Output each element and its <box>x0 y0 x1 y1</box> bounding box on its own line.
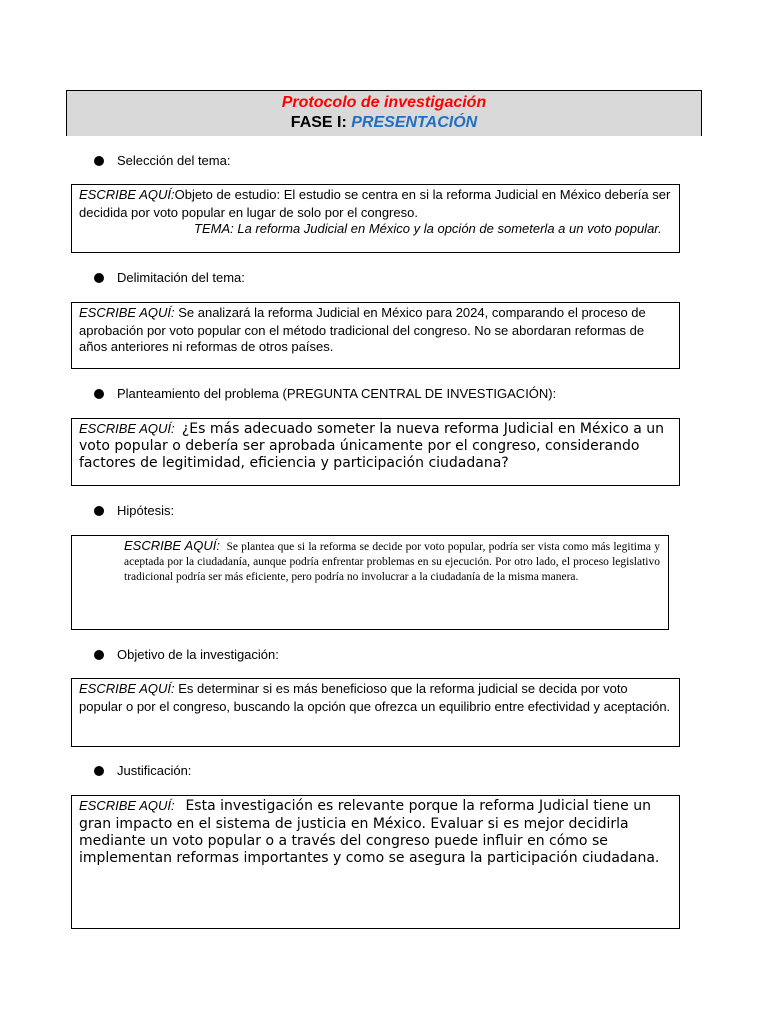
bullet-icon <box>94 273 104 283</box>
section-label-seleccion <box>94 153 230 168</box>
document-header <box>66 90 702 136</box>
escribe-aqui-label: ESCRIBE AQUÍ: <box>79 187 175 202</box>
escribe-aqui-label: ESCRIBE AQUÍ: <box>79 798 175 813</box>
bullet-icon <box>94 650 104 660</box>
label-text: Justificación: <box>117 763 192 778</box>
answer-text: ¿Es más adecuado someter la nueva reforma Judicial en México a un voto popular o debería ser aprobada únicamente por el congreso, considerando factores de legitimidad, eficiencia y participación ciudadana? <box>79 421 665 471</box>
bullet-icon <box>94 506 104 516</box>
answer-text: Objeto de estudio: El estudio se centra en si la reforma Judicial en México debería ser decidida por voto popular en lugar de solo por el congreso. <box>79 187 671 220</box>
section-label-planteamiento <box>94 386 556 401</box>
answer-box-objetivo[interactable] <box>71 678 680 747</box>
answer-box-justificacion[interactable] <box>71 795 680 929</box>
phase-name: PRESENTACIÓN <box>351 114 478 131</box>
escribe-aqui-label: ESCRIBE AQUÍ: <box>79 681 175 696</box>
document-title: Protocolo de investigación <box>281 94 487 111</box>
tema-text: TEMA: La reforma Judicial en México y la opción de someterla a un voto popular. <box>194 221 662 236</box>
label-text: Selección del tema: <box>117 153 231 168</box>
phase-heading <box>67 114 701 132</box>
section-label-objetivo <box>94 647 279 662</box>
escribe-aqui-label: ESCRIBE AQUÍ: <box>79 421 175 436</box>
phase-prefix: FASE I: <box>290 114 352 131</box>
label-text: Planteamiento del problema (PREGUNTA CENTRAL DE INVESTIGACIÓN): <box>117 386 557 401</box>
bullet-icon <box>94 389 104 399</box>
answer-text: Se analizará la reforma Judicial en México para 2024, comparando el proceso de aprobación por voto popular con el método tradicional del congreso. No se abordaran reformas de años anteriores ni reformas de otros países. <box>79 305 646 354</box>
label-text: Hipótesis: <box>117 503 175 518</box>
label-text: Delimitación del tema: <box>117 270 245 285</box>
answer-box-hipotesis[interactable] <box>71 535 669 630</box>
escribe-aqui-label: ESCRIBE AQUÍ: <box>124 538 220 553</box>
section-label-justificacion <box>94 763 191 778</box>
section-label-delimitacion <box>94 270 245 285</box>
answer-box-seleccion[interactable] <box>71 184 680 253</box>
answer-text: Es determinar si es más beneficioso que la reforma judicial se decida por voto popular o por el congreso, buscando la opción que ofrezca un equilibrio entre efectividad y aceptación. <box>79 681 671 714</box>
escribe-aqui-label: ESCRIBE AQUÍ: <box>79 305 175 320</box>
answer-text: Esta investigación es relevante porque la reforma Judicial tiene un gran impacto en el sistema de justicia en México. Evaluar si es mejor decidirla mediante un voto popular o a través del congreso puede influir en cómo se implementan reformas importantes y como se asegura la participación ciudadana. <box>79 798 660 866</box>
bullet-icon <box>94 766 104 776</box>
label-text: Objetivo de la investigación: <box>117 647 279 662</box>
answer-text: Se plantea que si la reforma se decide por voto popular, podría ser vista como más legitima y aceptada por la ciudadanía, aunque podría enfrentar problemas en su ejecución. Por otro lado, el proceso legislativo tradicional podría ser más eficiente, pero podría no involucrar a la ciudadanía de la misma manera. <box>124 541 660 583</box>
answer-box-delimitacion[interactable] <box>71 302 680 369</box>
answer-box-planteamiento[interactable] <box>71 418 680 486</box>
bullet-icon <box>94 156 104 166</box>
section-label-hipotesis <box>94 503 174 518</box>
